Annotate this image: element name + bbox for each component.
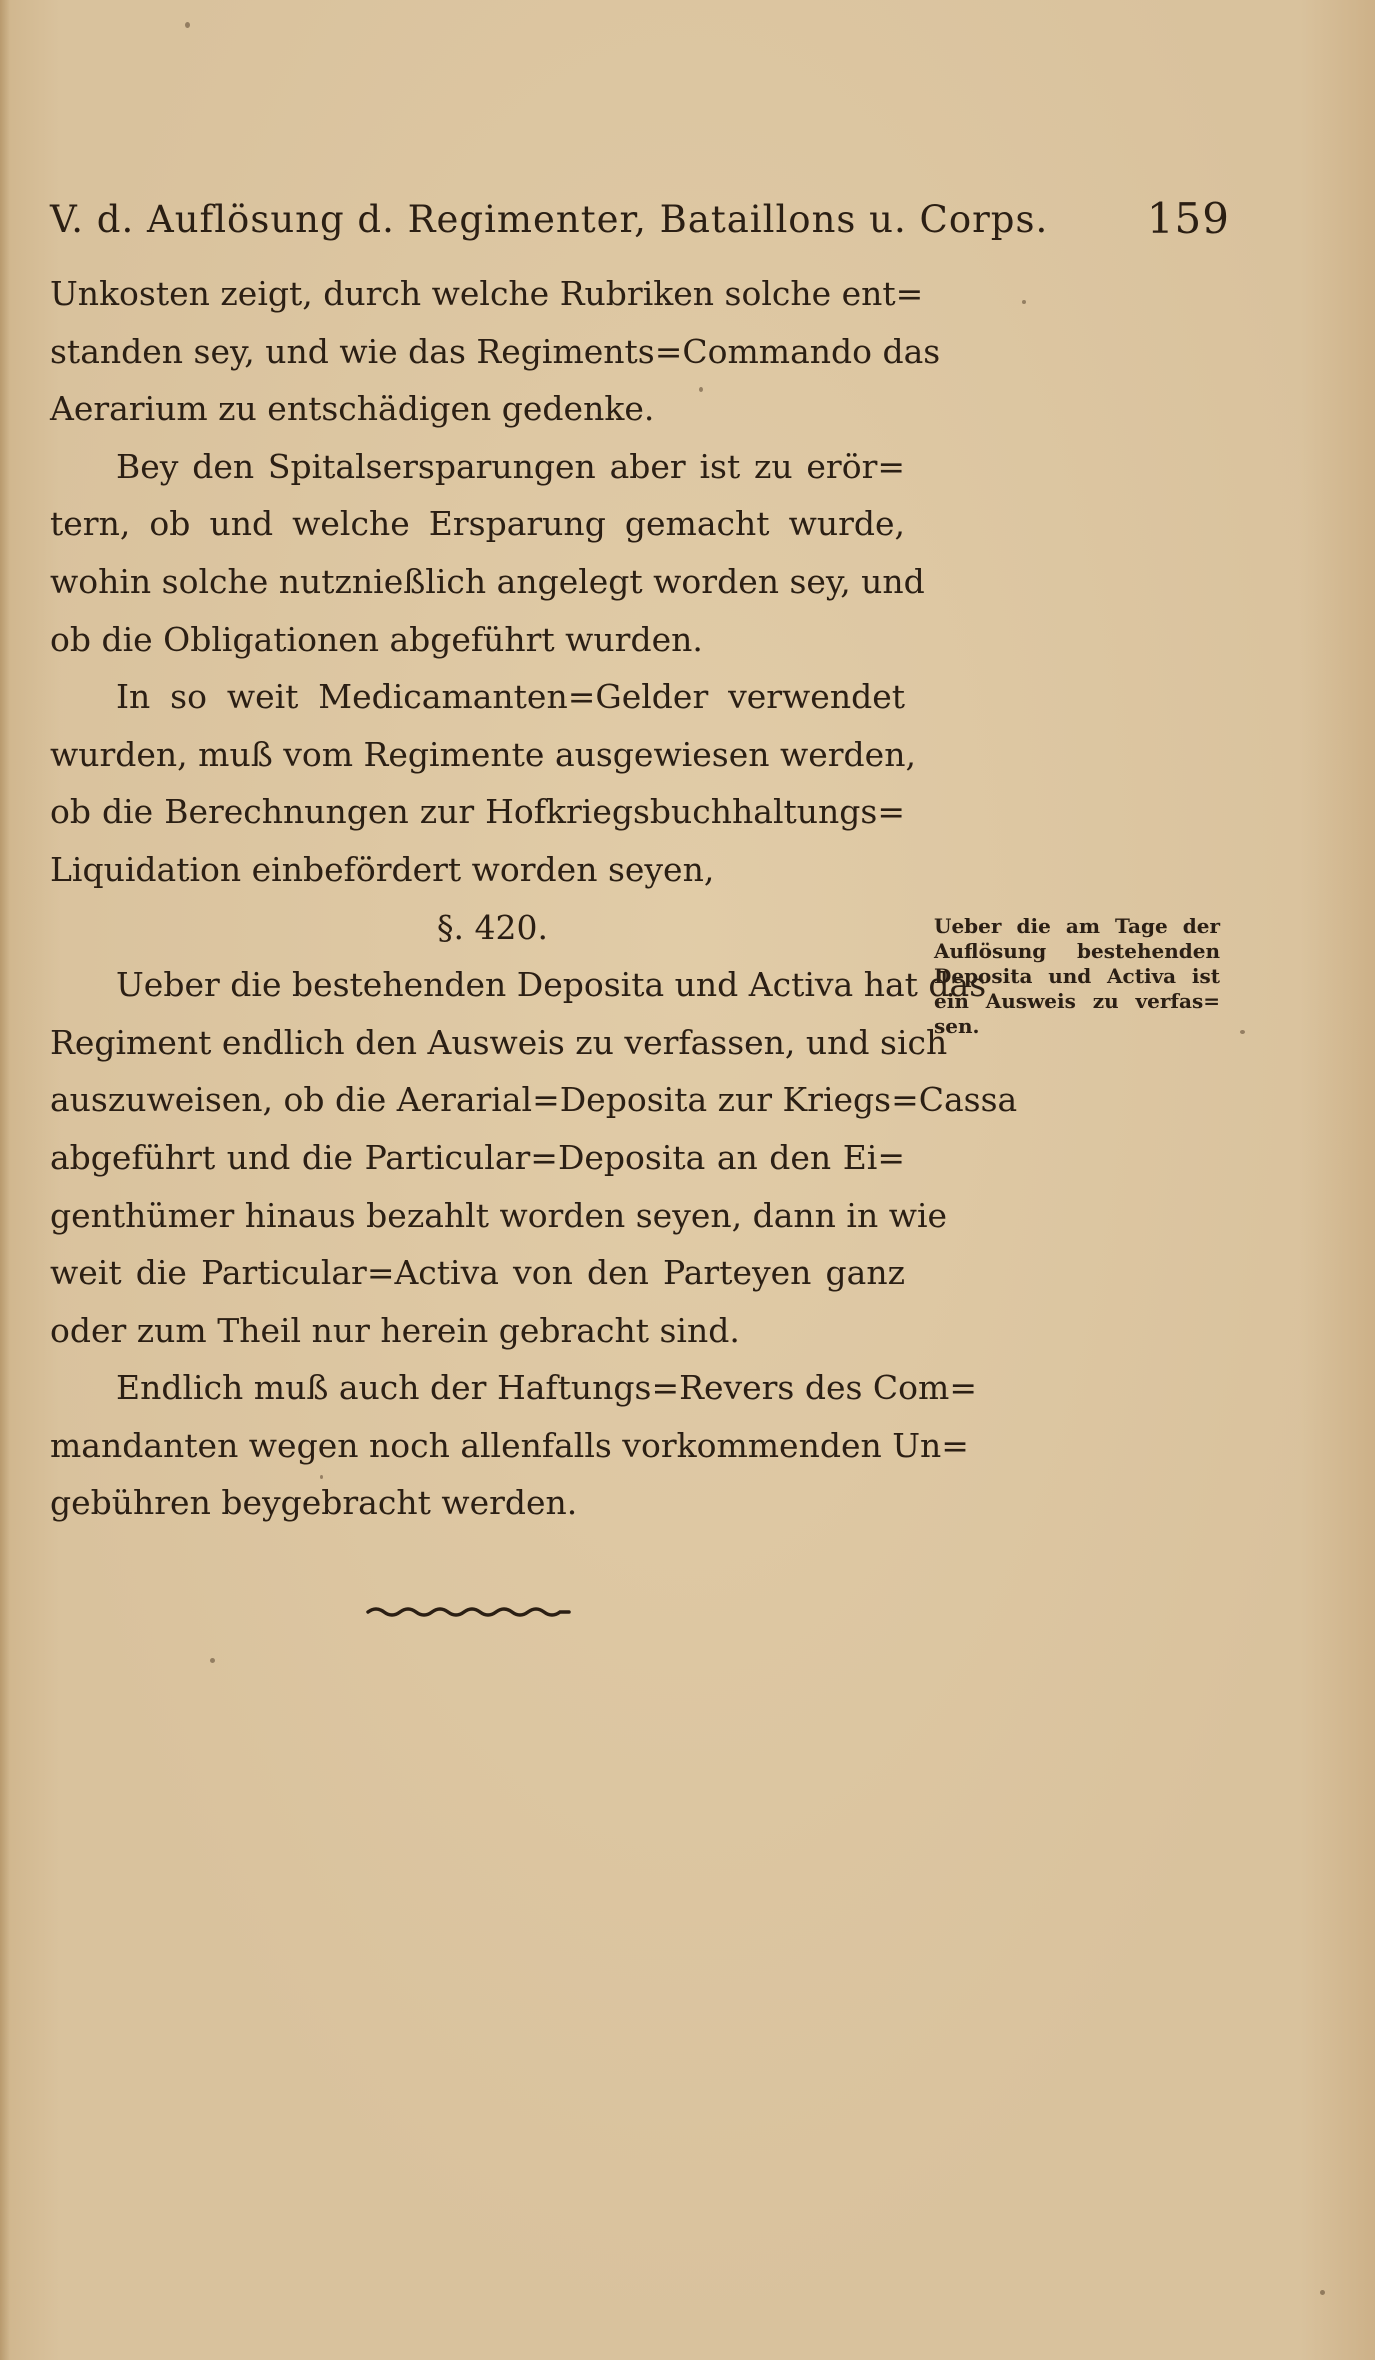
paper-speck xyxy=(1022,300,1026,304)
text-line: ob die Obligationen abgeführt wurden. xyxy=(50,619,703,659)
page-spine-shadow xyxy=(0,0,10,2360)
text-line: oder zum Theil nur herein gebracht sind. xyxy=(50,1310,740,1350)
paper-speck xyxy=(185,22,190,28)
text-line: auszuweisen, ob die Aerarial=Deposita zur Kriegs=Cassa xyxy=(50,1080,1018,1120)
paper-speck xyxy=(320,1475,323,1479)
paper-speck xyxy=(210,1658,215,1663)
running-head: V. d. Auflösung d. Regimenter, Bataillons u. Corps. xyxy=(50,198,1049,241)
margin-note-line: Deposita und Activa ist xyxy=(934,964,1220,988)
margin-note-line: Auflösung bestehenden xyxy=(934,939,1220,963)
margin-note-line: sen. xyxy=(934,1014,980,1038)
text-line: Liquidation einbefördert worden seyen, xyxy=(50,849,715,889)
paper-speck xyxy=(1240,1030,1245,1034)
margin-note-line: Ueber die am Tage der xyxy=(934,914,1220,938)
text-line: Bey den Spitalsersparungen aber ist zu erör= xyxy=(116,446,905,486)
text-line: Endlich muß auch der Haftungs=Revers des Com= xyxy=(116,1368,977,1408)
ornament-divider xyxy=(366,1604,571,1618)
text-line: mandanten wegen noch allenfalls vorkommenden Un= xyxy=(50,1425,969,1465)
text-line: wurden, muß vom Regimente ausgewiesen werden, xyxy=(50,734,916,774)
text-line: standen sey, und wie das Regiments=Commando das xyxy=(50,331,941,371)
page-number: 159 xyxy=(1146,194,1230,243)
text-line: genthümer hinaus bezahlt worden seyen, dann in wie xyxy=(50,1195,948,1235)
text-line: Unkosten zeigt, durch welche Rubriken solche ent= xyxy=(50,274,924,313)
text-line: abgeführt und die Particular=Deposita an den Ei= xyxy=(50,1137,905,1177)
text-line: tern, ob und welche Ersparung gemacht wurde, xyxy=(50,504,905,544)
text-line: weit die Particular=Activa von den Parteyen ganz xyxy=(50,1253,905,1293)
text-line: Regiment endlich den Ausweis zu verfassen, und sich xyxy=(50,1022,948,1062)
body-text xyxy=(50,265,1018,1532)
margin-note xyxy=(934,914,1220,1039)
text-line: wohin solche nutznießlich angelegt worden sey, und xyxy=(50,561,925,601)
paper-speck xyxy=(699,387,703,392)
text-line: In so weit Medicamanten=Gelder verwendet xyxy=(116,677,905,717)
text-line: Ueber die bestehenden Deposita und Activa hat das xyxy=(116,965,987,1005)
text-line: Aerarium zu entschädigen gedenke. xyxy=(50,389,655,429)
text-line: gebühren beygebracht werden. xyxy=(50,1483,578,1523)
page-header xyxy=(50,194,1230,248)
margin-note-line: ein Ausweis zu verfas= xyxy=(934,989,1220,1013)
text-line: ob die Berechnungen zur Hofkriegsbuchhaltungs= xyxy=(50,792,905,832)
paper-speck xyxy=(1320,2290,1325,2295)
section-heading: §. 420. xyxy=(437,907,548,947)
